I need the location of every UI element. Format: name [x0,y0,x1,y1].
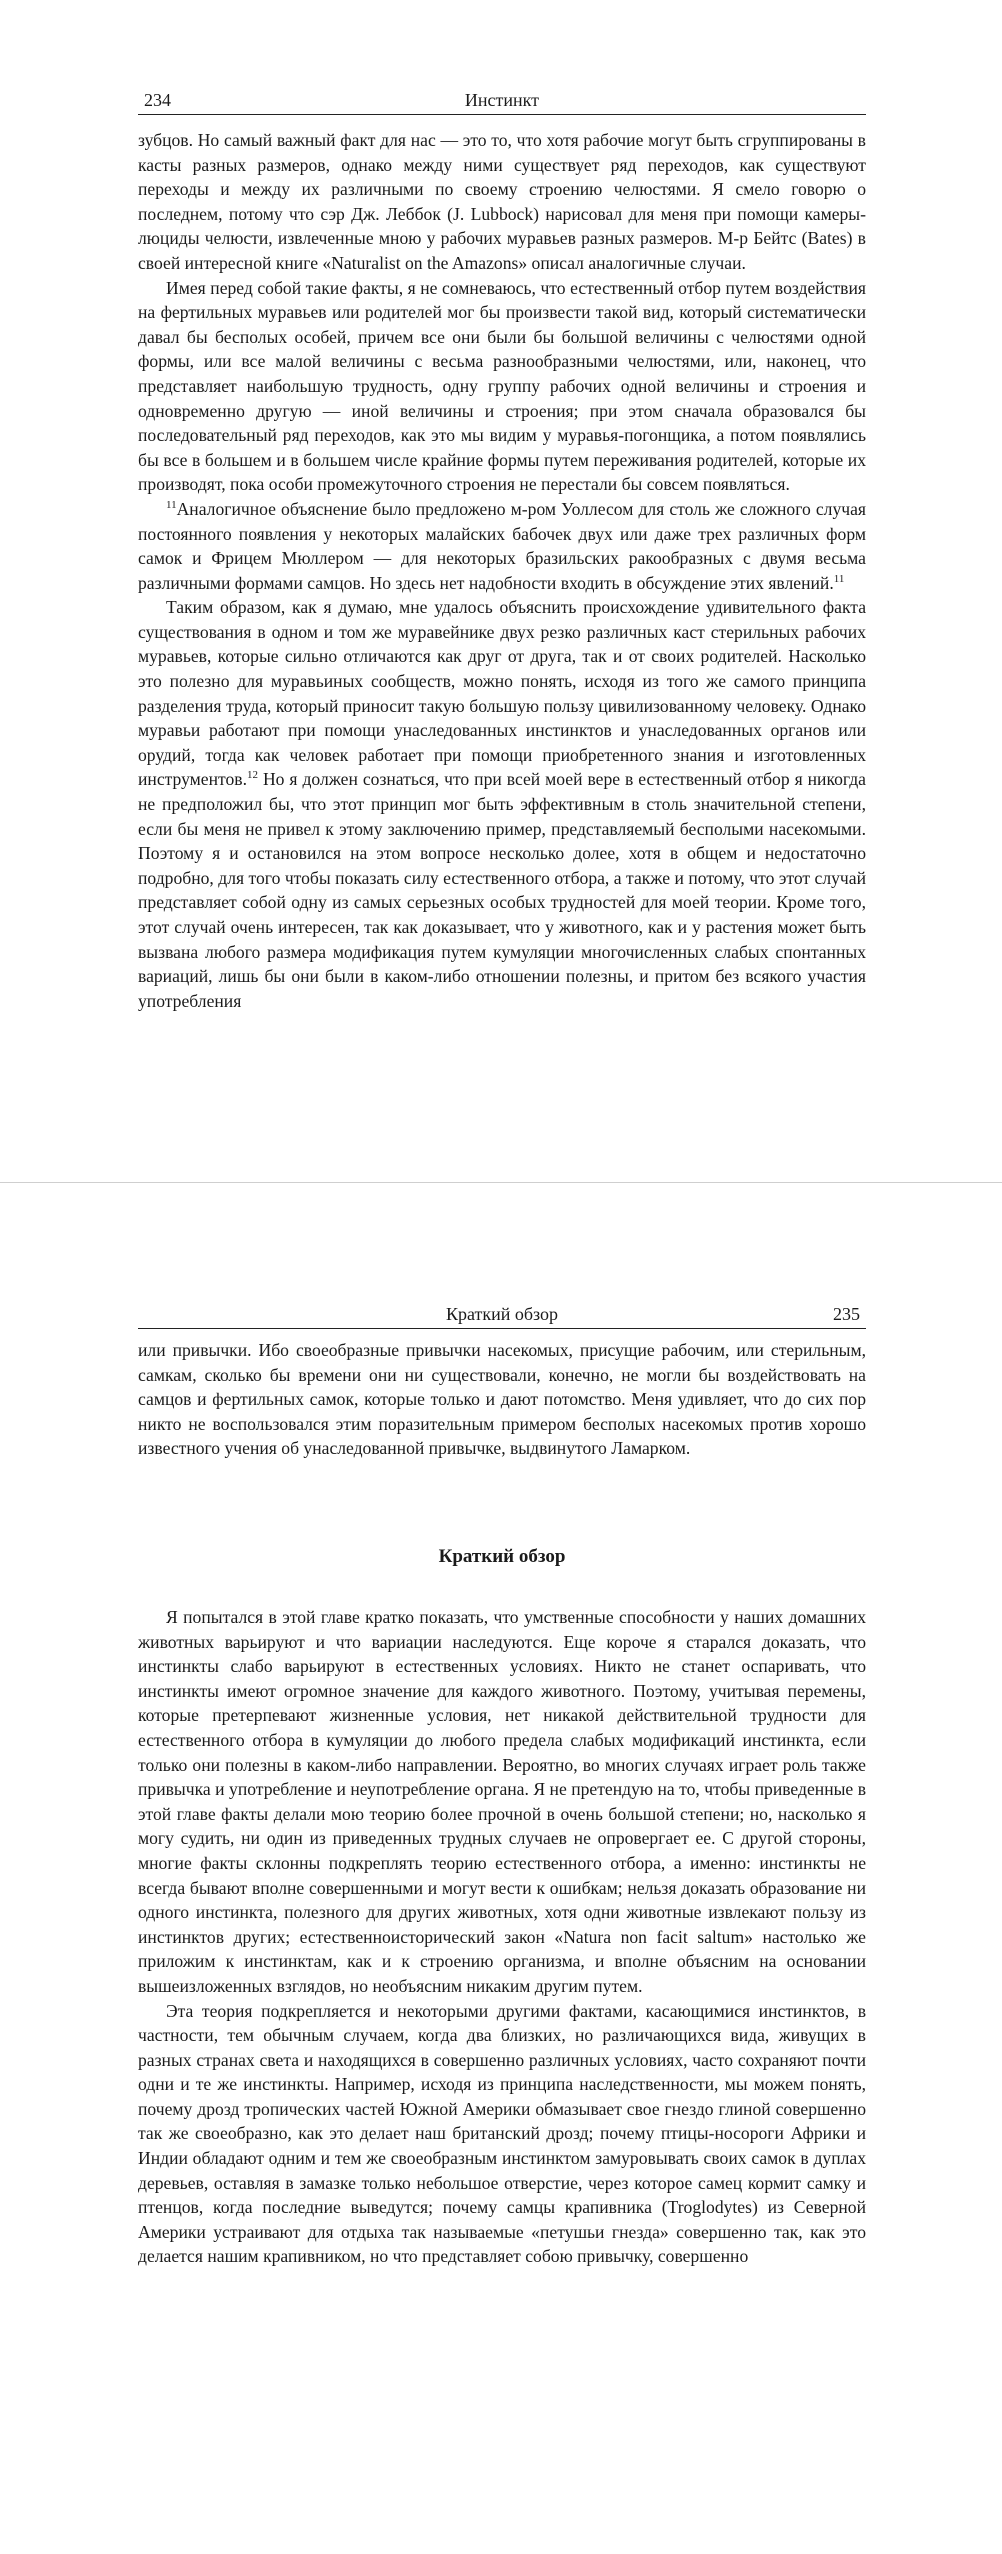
page-235 [0,1230,1002,2554]
paragraph: зубцов. Но самый важный факт для нас — это то, что хотя рабочие могут быть сгруппированы в касты разных размеров, однако между ними существует ряд переходов, как существуют переходы и между их различными по своему строению челюстями. Я смело говорю о последнем, потому что сэр Дж. Леббок (J. Lubbock) нарисовал для меня при помощи камеры-люциды челюсти, извлеченные мною у рабочих муравьев разных размеров. М-р Бейтс (Bates) в своей интересной книге «Naturalist on the Amazons» описал аналогичные случаи. [138,130,866,273]
page-234 [0,0,1002,1182]
footnote-ref: 11 [833,572,845,585]
page-number: 235 [833,1304,860,1324]
running-header [138,88,866,115]
paragraph: или привычки. Ибо своеобразные привычки насекомых, присущие рабочим, или стерильным, самкам, сколько бы времени они ни существовали, конечно, не могли бы воздействовать на самцов и фертильных самок, которые только и дают потомство. Меня удивляет, что до сих пор никто не воспользовался этим поразительным примером бесполых насекомых против хорошо известного учения об унаследованной привычке, выдвинутого Ламарком. [138,1340,866,1459]
paragraph-text: Аналогичное объяснение было предложено м-ром Уоллесом для столь же сложного случая постоянного появления у некоторых малайских бабочек двух или даже трех различных форм самок и Фрицем Мюллером — для некоторых бразильских ракообразных с двумя весьма различными формами самцов. Но здесь нет надобности входить в обсуждение этих явлений. [138,498,866,593]
page-number: 234 [144,90,171,110]
paragraph: Я попытался в этой главе кратко показать, что умственные способности у наших домашних животных варьируют и что вариации наследуются. Еще короче я старался доказать, что инстинкты слабо варьируют в естественных условиях. Никто не станет оспаривать, что инстинкты имеют огромное значение для каждого животного. Поэтому, учитывая перемены, которые претерпевают жизненные условия, нет никакой действительной трудности для естественного отбора в кумуляции до любого предела слабых модификаций инстинкта, если только они полезны в каком-либо направлении. Вероятно, во многих случаях играет роль также привычка и употребление и неупотребление органа. Я не претендую на то, чтобы приведенные в этой главе факты делали мою теорию более прочной в очень большой степени; но, насколько я могу судить, ни один из приведенных трудных случаев не опровергает ее. С другой стороны, многие факты склонны подкреплять теорию естественного отбора, а именно: инстинкты не всегда бывают вполне совершенными и могут вести к ошибкам; нельзя доказать образование ни одного инстинкта, полезного для других животных, хотя одни животные извлекают пользу из инстинктов других; естественноисторический закон «Natura non facit saltum» настолько же приложим к инстинктам, как и к строению организма, и вполне объясним на основании вышеизложенных взглядов, но необъясним никаким другим путем. [138,1607,866,1996]
paragraph-text: Но я должен сознаться, что при всей моей вере в естественный отбор я никогда не предположил бы, что этот принцип мог быть эффективным в столь значительной степени, если бы меня не привел к этому заключению пример, представляемый бесполыми насекомыми. Поэтому я и остановился на этом вопросе несколько долее, хотя в общем и недостаточно подробно, для того чтобы показать силу естественного отбора, а также и потому, что этот случай представляет собой одну из самых серьезных особых трудностей для моей теории. Кроме того, этот случай очень интересен, так как доказывает, что у животного, как и у растения может быть вызвана любого размера модификация путем кумуляции многочисленных слабых спонтанных вариаций, лишь бы они были в каком-либо отношении полезны, и притом без всякого участия употребления [138,769,866,1011]
body-text [138,128,866,1013]
page-gap [0,1182,1002,1232]
paragraph [138,497,866,595]
paragraph [138,595,866,1013]
footnote-ref: 11 [166,499,177,512]
footnote-ref: 12 [247,769,258,782]
body-text [138,1338,866,1461]
running-title: Краткий обзор [445,1304,559,1324]
running-title: Инстинкт [464,90,540,110]
running-header [138,1302,866,1329]
section-title: Краткий обзор [438,1546,566,1567]
body-text [138,1605,866,2269]
paragraph-text: Таким образом, как я думаю, мне удалось объяснить происхождение удивительного факта существования в одном и том же муравейнике двух резко различных каст стерильных рабочих муравьев, которые сильно отличаются как друг от друга, так и от своих родителей. Насколько это полезно для муравьиных сообществ, можно понять, исходя из того же самого принципа разделения труда, который приносит такую большую пользу цивилизованному человеку. Однако муравьи работают при помощи унаследованных инстинктов и унаследованных органов или орудий, тогда как человек работает при помощи приобретенного знания и изготовленных инструментов. [138,597,866,790]
paragraph: Имея перед собой такие факты, я не сомневаюсь, что естественный отбор путем воздействия на фертильных муравьев или родителей мог бы произвести такой вид, который систематически давал бы бесполых особей, причем все они были бы большой величины с челюстями одной формы, или все малой величины с весьма разнообразными челюстями, или, наконец, что представляет наибольшую трудность, одну группу рабочих одной величины и строения и одновременно другую — иной величины и строения; при этом сначала образовался бы последовательный ряд переходов, как это мы видим у муравья-погонщика, а потом появлялись бы все в большем и в большем числе крайние формы путем переживания родителей, которые их производят, пока особи промежуточного строения не перестали бы совсем появляться. [138,277,866,495]
paragraph: Эта теория подкрепляется и некоторыми другими фактами, касающимися инстинктов, в частности, тем обычным случаем, когда два близких, но различающихся вида, живущих в разных странах света и находящихся в совершенно различных условиях, часто сохраняют почти одни и те же инстинкты. Например, исходя из принципа наследственности, мы можем понять, почему дрозд тропических частей Южной Америки обмазывает свое гнездо глиной совершенно так же своеобразно, как это делает наш британский дрозд; почему птицы-носороги Африки и Индии обладают одним и тем же своеобразным инстинктом замуровывать своих самок в дуплах деревьев, оставляя в замазке только небольшое отверстие, через которое самец кормит самку и птенцов, когда последние выведутся; почему самцы крапивника (Troglodytes) из Северной Америки устраивают для отдыха так называемые «петушьи гнезда» совершенно так, как это делается нашим крапивником, но что представляет собою привычку, совершенно [138,2000,866,2267]
